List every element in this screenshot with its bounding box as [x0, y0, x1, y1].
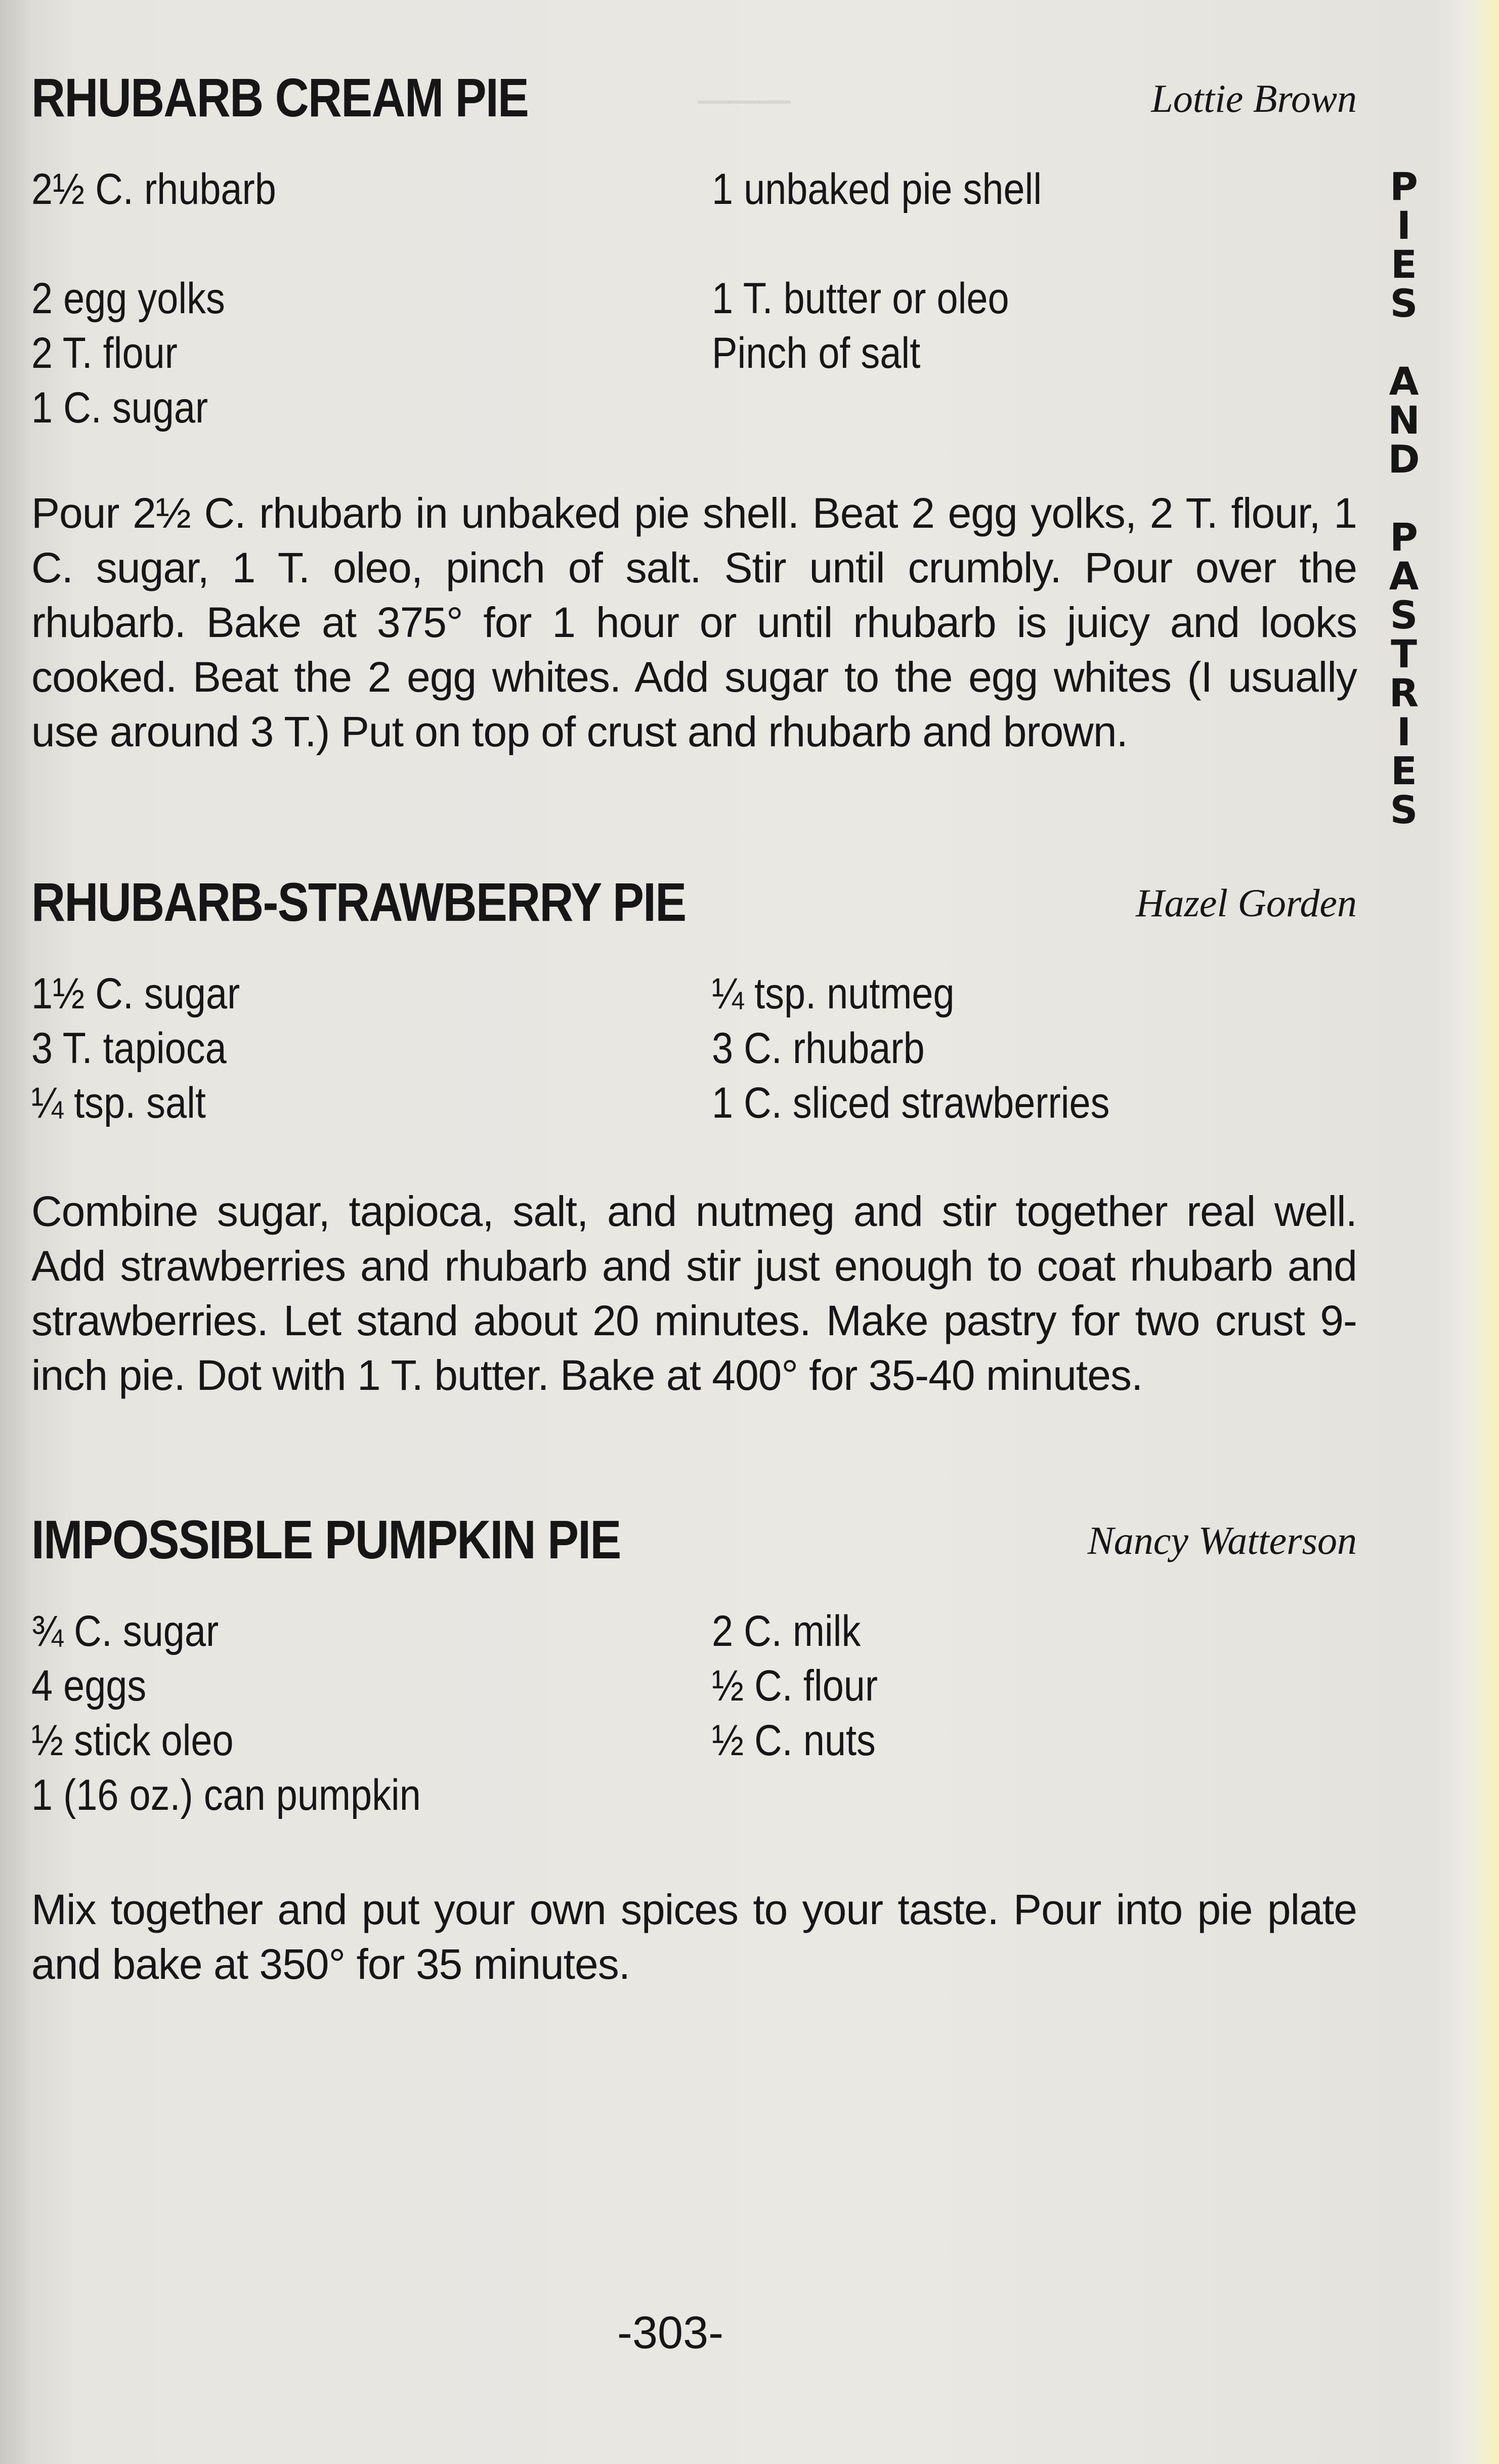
tab-letter: S: [1390, 592, 1418, 638]
ingredient: 2½ C. rhubarb: [31, 165, 276, 214]
recipe-title: IMPOSSIBLE PUMPKIN PIE: [31, 1509, 621, 1570]
recipe-author: Nancy Watterson: [1087, 1518, 1357, 1562]
ingredient: Pinch of salt: [712, 329, 921, 377]
tab-letter: P: [1390, 515, 1418, 560]
ingredient-spacer: [31, 217, 276, 271]
tab-letter: E: [1391, 242, 1417, 287]
ingredients: [31, 1604, 1357, 1826]
ingredient: 1 unbaked pie shell: [712, 165, 1042, 214]
tab-letter: I: [1396, 709, 1411, 754]
tab-letter: S: [1390, 787, 1418, 832]
tab-letter-gap: [1376, 323, 1432, 362]
ingredients-left-column: [31, 966, 268, 1130]
ingredient: ½ C. flour: [712, 1662, 878, 1710]
ingredient: 3 C. rhubarb: [712, 1024, 925, 1073]
tab-letter: P: [1390, 164, 1418, 209]
ingredient: 2 T. flour: [31, 329, 178, 377]
ingredients: [31, 162, 1357, 435]
ingredient: 2 egg yolks: [31, 274, 225, 323]
ingredient: ½ stick oleo: [31, 1716, 234, 1765]
tab-letter: A: [1389, 554, 1419, 599]
ingredient: 1 C. sliced strawberries: [712, 1079, 1110, 1127]
ingredient: 3 T. tapioca: [31, 1024, 227, 1073]
tab-letter: S: [1390, 281, 1418, 326]
ingredients-right-column: [712, 966, 1164, 1130]
recipe-author: Hazel Gorden: [1136, 881, 1357, 925]
recipe-impossible-pumpkin-pie: [31, 1508, 1357, 1988]
tab-letter: R: [1389, 670, 1419, 715]
tab-letter: T: [1391, 631, 1417, 676]
recipe-header: [31, 66, 1357, 142]
ingredient: ¼ tsp. nutmeg: [712, 969, 955, 1018]
recipe-header: [31, 870, 1357, 946]
tab-letter: A: [1389, 359, 1419, 404]
ingredients-left-column: [31, 162, 310, 435]
tab-letter: N: [1388, 398, 1420, 443]
tab-letter: E: [1391, 748, 1417, 793]
recipe-method: Pour 2½ C. rhubarb in unbaked pie shell. Beat 2 egg yolks, 2 T. flour, 1 C. sugar, 1 T. oleo, pinch of salt. Stir until crumbly. Pour over the rhubarb. Bake at 375° for 1 hour or until rhubarb is juicy and looks cooked. Beat the 2 egg whites. Add sugar to the egg whites (I usually use around 3 T.) Put on top of crust and rhubarb and brown.: [31, 489, 1357, 755]
recipe-author: Lottie Brown: [1151, 76, 1357, 120]
ingredient: 1½ C. sugar: [31, 969, 240, 1018]
ingredient: ¼ tsp. salt: [31, 1079, 206, 1127]
recipe-method: Mix together and put your own spices to your taste. Pour into pie plate and bake at 350° for 35 minutes.: [31, 1886, 1357, 1988]
ingredients-right-column: [712, 1604, 901, 1768]
recipe-title: RHUBARB-STRAWBERRY PIE: [31, 871, 686, 932]
recipe-method: Combine sugar, tapioca, salt, and nutmeg and stir together real well. Add strawberries and rhubarb and stir just enough to coat rhubarb and strawberries. Let stand about 20 minutes. Make pastry for two crust 9-inch pie. Dot with 1 T. butter. Bake at 400° for 35-40 minutes.: [31, 1187, 1357, 1399]
recipe-rhubarb-cream-pie: [31, 66, 1357, 755]
ingredient: 2 C. milk: [712, 1607, 861, 1655]
recipe-title: RHUBARB CREAM PIE: [31, 67, 529, 128]
ingredient: 4 eggs: [31, 1662, 147, 1710]
ingredient: 1 C. sugar: [31, 384, 208, 432]
tab-letter: I: [1396, 203, 1411, 248]
tab-letter: D: [1388, 437, 1420, 482]
show-through-decoration: ───: [698, 76, 791, 125]
ingredient-spacer: [712, 217, 1042, 271]
ingredients: [31, 966, 1357, 1133]
ingredient: 1 T. butter or oleo: [712, 274, 1009, 323]
ingredients-right-column: [712, 162, 1087, 380]
section-tab-pies-and-pastries: [1376, 164, 1432, 832]
page-number: -303-: [617, 2308, 724, 2358]
recipe-header: [31, 1508, 1357, 1584]
ingredient: 1 (16 oz.) can pumpkin: [31, 1771, 421, 1819]
recipe-rhubarb-strawberry-pie: [31, 870, 1357, 1399]
ingredient: ½ C. nuts: [712, 1716, 876, 1765]
ingredients-left-column: [31, 1604, 474, 1822]
ingredient: ¾ C. sugar: [31, 1607, 219, 1655]
tab-letter-gap: [1376, 479, 1432, 518]
